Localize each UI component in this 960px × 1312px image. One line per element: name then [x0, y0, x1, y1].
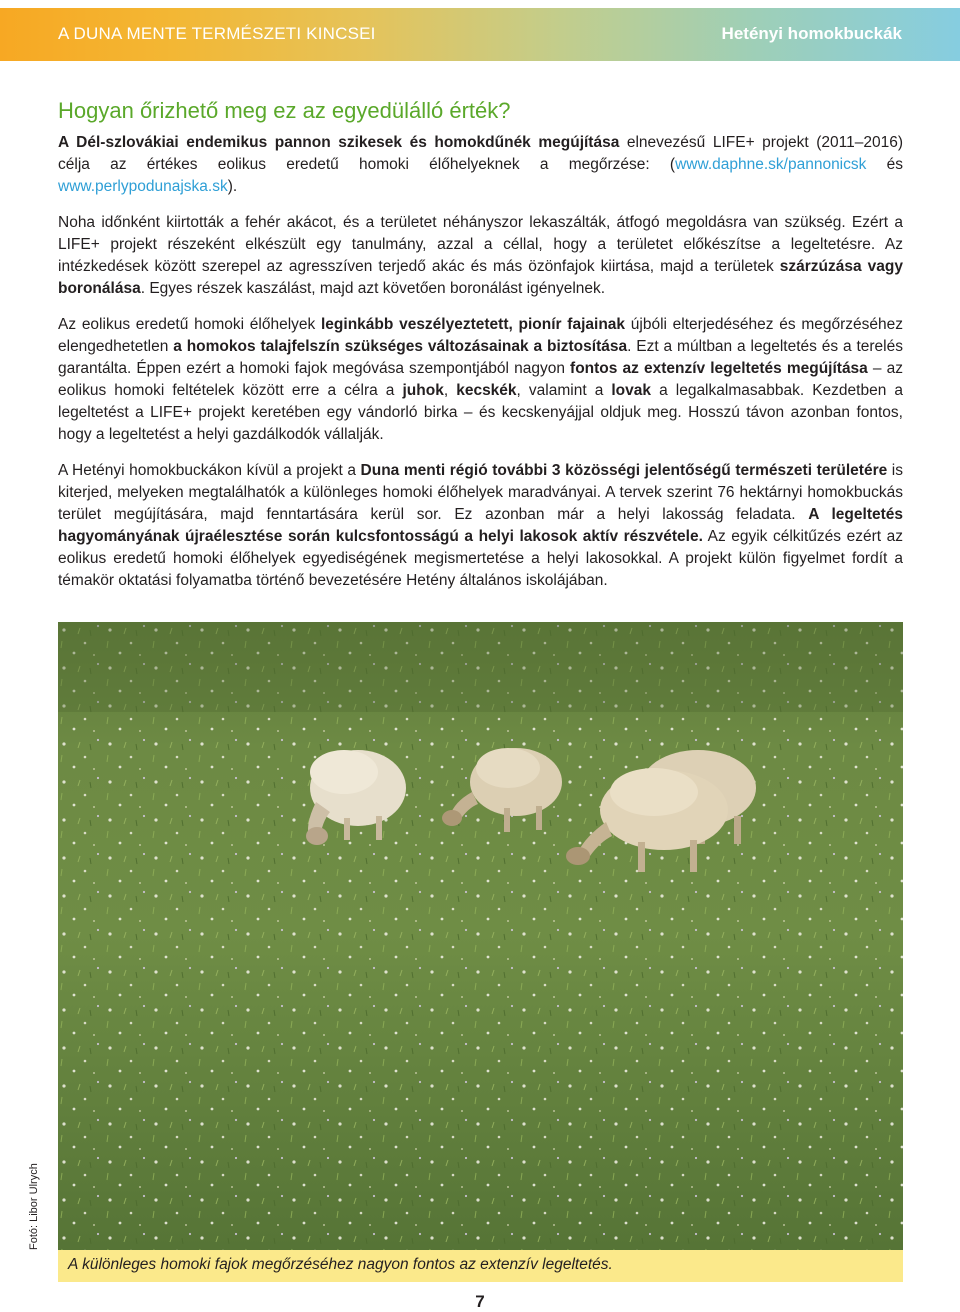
main-content: [58, 96, 903, 606]
paragraph-project-intro: A Dél-szlovákiai endemikus pannon szikesek és homokdűnék megújítása elnevezésű LIFE+ projekt (2011–2016) célja az értékes eolikus eredetű homoki élőhelyeknek a megőrzése: (www.daphne.sk/pannonicsk és www.perlypodunajska.sk).: [58, 134, 903, 195]
photo-credit: Fotó: Libor Ulrych: [28, 1163, 40, 1250]
section-heading: Hogyan őrizhető meg ez az egyedülálló érték?: [58, 98, 511, 123]
paragraph-grazing: Az eolikus eredetű homoki élőhelyek leginkább veszélyeztetett, pionír fajainak újbóli elterjedéséhez és megőrzéséhez elengedhetetlen a homokos talajfelszín szükséges változásainak a biztosítása. Ezt a múltban a legeltetés és a terelés garantálta. Éppen ezért a homoki fajok megóvása szempontjából nagyon fontos az extenzív legeltetés megújítása – az eolikus homoki feltételek között erre a célra a juhok, kecskék, valamint a lovak a legalkalmasabbak. Kezdetben a legeltetést a LIFE+ projekt keretében egy vándorló birka – és kecskenyájjal oldjuk meg. Hosszú távon azonban fontos, hogy a legeltetést a helyi gazdálkodók vállalják.: [58, 316, 903, 443]
photo-grazing-sheep: [58, 622, 903, 1250]
header-chapter-title: Hetényi homokbuckák: [721, 24, 902, 43]
paragraph-region: A Hetényi homokbuckákon kívül a projekt a Duna menti régió további 3 közösségi jelentőségű természeti területére is kiterjed, melyeken megtalálhatók a különleges homoki élőhelyek maradványai. A tervek szerint 76 hektárnyi homokbuckás terület megújítására, majd fenntartására kerül sor. Ez azonban már a helyi lakosság feladata. A legeltetés hagyományának újraélesztése során kulcsfontosságú a helyi lakosok aktív részvétele. Az egyik célkitűzés ezért az eolikus eredetű homoki élőhelyek egyediségének megismertetése a helyi lakosokkal. A projekt külön figyelmet fordít a témakör oktatási folyamatba történő bevezetésére Hetény általános iskolájában.: [58, 462, 904, 589]
paragraph-measures: Noha időnként kiirtották a fehér akácot, és a területet néhányszor lekaszálták, átfogó megoldásra van szükség. Ezért a LIFE+ projekt részeként elkészült egy tanulmány, azzal a céllal, hogy a területet előkészítse a legeltetésre. Az intézkedések között szerepel az agresszíven terjedő akác és más özönfajok kiirtása, majd a területek szárzúzása vagy boronálása. Egyes részek kaszálást, majd azt követően boronálást igényelnek.: [58, 214, 903, 297]
photo-caption: A különleges homoki fajok megőrzéséhez nagyon fontos az extenzív legeltetés.: [68, 1256, 613, 1273]
link-perlypodunajska[interactable]: www.perlypodunajska.sk: [58, 178, 228, 195]
header-series-title: A DUNA MENTE TERMÉSZETI KINCSEI: [58, 24, 376, 43]
top-rule: [0, 0, 960, 5]
project-name: A Dél-szlovákiai endemikus pannon szikesek és homokdűnék megújítása: [58, 134, 620, 151]
page-number: 7: [475, 1292, 485, 1311]
link-daphne[interactable]: www.daphne.sk/pannonicsk: [675, 156, 867, 173]
header-band: [0, 8, 960, 61]
photo-caption-bar: [58, 1250, 903, 1282]
